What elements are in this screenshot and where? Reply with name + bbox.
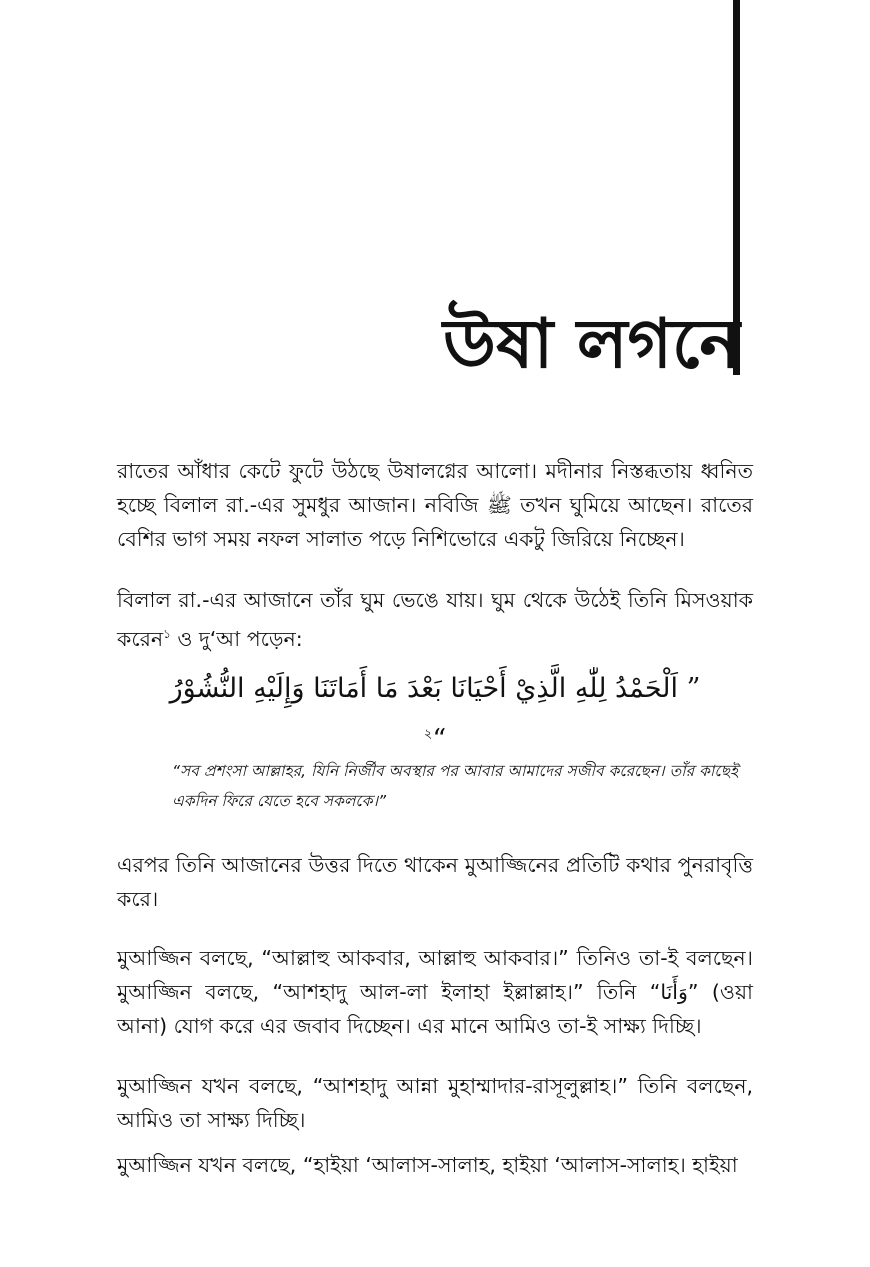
paragraph-1: রাতের আঁধার কেটে ফুটে উঠছে উষালগ্নের আলো। মদীনার নিস্তব্ধতায় ধ্বনিত হচ্ছে বিলাল রা.-এর সুমধুর আজান। নবিজি ﷺ তখন ঘুমিয়ে আছেন। রাতের বেশির ভাগ সময় নফল সালাত পড়ে নিশিভোরে একটু জিরিয়ে নিচ্ছেন। — [117, 459, 753, 551]
paragraph-5: মুআজ্জিন যখন বলছে, “আশহাদু আন্না মুহাম্মাদার-রাসূলুল্লাহ।” তিনি বলছেন, আমিও তা সাক্ষ্য দিচ্ছি। — [117, 1074, 753, 1132]
paragraph-6: মুআজ্জিন যখন বলছে, “হাইয়া ‘আলাস-সালাহ, হাইয়া ‘আলাস-সালাহ। হাইয়া — [117, 1153, 738, 1177]
paragraph-4: মুআজ্জিন বলছে, “আল্লাহু আকবার, আল্লাহু আকবার।” তিনিও তা-ই বলছেন। মুআজ্জিন বলছে, “আশহাদু আল-লা ইলাহা ইল্লাল্লাহ।” তিনি “وَأَنَا” (ওয়া আনা) যোগ করে এর জবাব দিচ্ছেন। এর মানে আমিও তা-ই সাক্ষ্য দিচ্ছি। — [117, 946, 753, 1038]
footnote-marker-1: ১ — [163, 627, 171, 641]
paragraph-2 — [117, 583, 753, 656]
dua-translation: “সব প্রশংসা আল্লাহর, যিনি নির্জীব অবস্থার পর আবার আমাদের সজীব করেছেন। তাঁর কাছেই একদিন ফিরে যেতে হবে সকলকে।” — [172, 762, 739, 810]
paragraph-3: এরপর তিনি আজানের উত্তর দিতে থাকেন মুআজ্জিনের প্রতিটি কথার পুনরাবৃত্তি করে। — [117, 853, 753, 911]
dua-arabic-text: ” اَلْحَمْدُ لِلّٰهِ الَّذِيْ أَحْيَانَا بَعْدَ مَا أَمَاتَنَا وَإِلَيْهِ النُّشُوْرُ “ — [169, 673, 701, 755]
footnote-marker-2: ২ — [423, 727, 433, 742]
paragraph-2-text: বিলাল রা.-এর আজানে তাঁর ঘুম ভেঙে যায়। ঘুম থেকে উঠেই তিনি মিসওয়াক করেন — [117, 588, 753, 651]
dua-arabic — [160, 666, 710, 763]
paragraph-2-text-end: ও দু‘আ পড়েন: — [170, 626, 303, 651]
chapter-title: উষা লগনে — [442, 305, 740, 384]
